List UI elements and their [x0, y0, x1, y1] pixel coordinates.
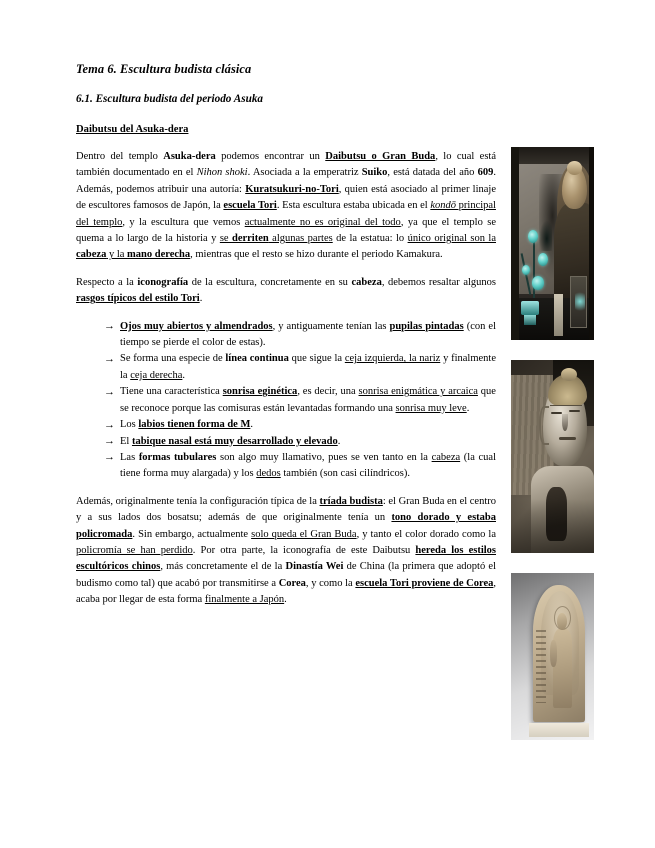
text-underline: sonrisa muy leve — [395, 402, 467, 414]
text-bold: Corea — [278, 577, 306, 589]
text-run: El — [120, 435, 132, 447]
text-run: , quien está asociado al primer linaje de escultores famosos de Japón, la — [76, 183, 496, 212]
text-underline: actualmente no es original del todo — [244, 216, 401, 228]
text-underline: ceja derecha — [130, 369, 183, 381]
paragraph-triada-budista — [76, 494, 496, 609]
text-underline: solo queda el Gran Buda — [251, 528, 357, 540]
text-run: , acaba por llegar de esta forma — [76, 577, 496, 606]
text-run: , es decir, una — [297, 386, 359, 398]
text-underline: dedos — [256, 468, 281, 480]
arrow-bullet-icon: → — [104, 352, 115, 365]
text-run: . Además, podemos atribuir una autoría: — [76, 167, 496, 195]
text-bold-underline: derriten — [231, 233, 269, 245]
arrow-bullet-icon: → — [104, 435, 115, 447]
list-item — [104, 434, 496, 450]
text-bold: cabeza — [351, 276, 382, 288]
text-underline: cabeza — [431, 451, 461, 463]
text-bold: 609 — [477, 167, 494, 179]
text-run: . Esta escultura estaba ubicada en el — [276, 200, 431, 212]
text-run: Tiene una característica — [120, 386, 223, 398]
text-run: Los — [120, 419, 139, 431]
text-run: que sigue la — [288, 353, 345, 365]
text-run: que se reconoce porque las comisuras están levantadas formando una — [120, 386, 496, 414]
arrow-bullet-icon: → — [104, 320, 115, 333]
figure-stone-stele-standing-buddha-photo — [511, 573, 594, 740]
text-bold-underline: tono dorado y estaba policromada — [76, 512, 496, 540]
text-bold-underline: Ojos muy abiertos y almendrados — [120, 320, 273, 332]
text-bold-underline: Daibutsu o Gran Buda — [325, 151, 436, 162]
text-run: . — [284, 594, 287, 606]
text-run: . — [199, 293, 203, 305]
paragraph-iconografia-intro — [76, 275, 496, 308]
text-bold-underline: tríada budista — [319, 495, 383, 507]
text-run: , debemos resaltar algunos — [381, 276, 496, 288]
rasgos-tori-list — [104, 319, 496, 483]
text-run: . Por otra parte, la iconografía de este Daibutsu — [192, 544, 416, 556]
text-bold-underline: mano derecha — [127, 249, 191, 261]
subsection-heading-wrap — [76, 119, 496, 149]
list-item — [104, 351, 496, 384]
text-bold: formas tubulares — [138, 451, 217, 463]
list-item — [104, 384, 496, 417]
text-underline: y la — [106, 249, 128, 261]
text-bold: Asuka-dera — [163, 151, 216, 162]
text-underline: se — [219, 233, 232, 245]
figure-buddha-head-closeup-photo — [511, 360, 594, 553]
text-bold: iconografía — [137, 276, 189, 288]
text-run: , ya que el templo se quema a lo largo de la historia y — [76, 216, 496, 245]
text-bold-underline: pupilas pintadas — [389, 320, 464, 332]
text-run: , y antiguamente tenían las — [272, 320, 390, 332]
list-item — [104, 319, 496, 352]
text-run: , mientras que el resto se hizo durante el periodo Kamakura. — [190, 249, 443, 261]
arrow-bullet-icon: → — [104, 385, 115, 398]
text-run: Dentro del templo — [76, 151, 164, 162]
arrow-bullet-icon: → — [104, 451, 115, 464]
list-item — [104, 450, 496, 483]
text-run: , está datada del año — [387, 167, 478, 179]
text-run: también (son casi cilíndricos). — [280, 468, 410, 480]
text-bold-underline: sonrisa eginética — [222, 386, 298, 398]
text-run: . — [250, 419, 253, 431]
text-run: y finalmente la — [120, 353, 496, 381]
text-italic: Nihon shoki — [196, 167, 248, 179]
text-bold-underline: tabique nasal está muy desarrollado y elevado — [131, 435, 338, 447]
text-run: (con el tiempo se pierde el color de estas). — [120, 320, 496, 349]
text-bold-underline: escuela Tori — [223, 200, 277, 212]
text-run: . Asociada a la emperatriz — [247, 167, 362, 179]
section-subtitle: 6.1. Escultura budista del periodo Asuka — [76, 93, 264, 105]
text-bold: Dinastía Wei — [285, 561, 344, 573]
document-body — [76, 62, 496, 620]
text-run: son algo muy llamativo, pues se ven tanto en la — [216, 451, 432, 463]
text-run: , y la escultura que vemos — [122, 216, 245, 228]
text-underline: policromía se han perdido — [76, 544, 193, 556]
text-run: de la estatua: lo — [332, 233, 408, 245]
text-bold: Suiko — [361, 167, 388, 179]
text-run: de la escultura, concretamente en su — [188, 276, 352, 288]
text-run: Además, originalmente tenía la configuración típica de la — [76, 495, 320, 507]
text-run: , y tanto el color dorado como la — [356, 528, 496, 540]
text-bold-underline: escuela Tori proviene de Corea — [355, 577, 494, 589]
text-bold-underline: hereda los estilos escultóricos chinos — [76, 544, 497, 573]
text-run: Respecto a la — [76, 276, 138, 288]
text-run: podemos encontrar un — [215, 151, 326, 162]
page-title: Tema 6. Escultura budista clásica — [76, 62, 252, 76]
text-bold-underline: labios tienen forma de M — [138, 419, 251, 431]
text-run: , y como la — [305, 577, 356, 589]
text-bold-underline: cabeza — [76, 249, 107, 261]
text-underline: principal del templo — [76, 200, 496, 228]
text-run: . — [466, 402, 470, 414]
text-run: , más concretamente el de la — [160, 561, 286, 573]
figure-daibutsu-asuka-dera-photo — [511, 147, 594, 340]
text-run: (la cual tiene forma muy alargada) y los — [120, 451, 497, 480]
text-run: de China (la primera que adoptó el budismo como tal) que acabó por transmitirse a — [76, 561, 497, 589]
text-run: , lo cual está también documentado en el — [76, 151, 497, 179]
text-underline: algunas partes — [268, 233, 333, 245]
paragraph-daibutsu-intro — [76, 149, 496, 264]
text-underline: único original son la — [407, 233, 496, 245]
text-run: : el Gran Buda en el centro y a sus lados dos bosatsu; además de que originalmente tenía un — [76, 495, 497, 524]
text-run: Las — [120, 451, 139, 463]
list-item — [104, 417, 496, 433]
text-italic-underline: kondō — [430, 200, 456, 212]
arrow-bullet-icon: → — [104, 418, 115, 431]
text-underline: ceja izquierda, la nariz — [344, 353, 441, 365]
text-bold-underline: rasgos típicos del estilo Tori — [76, 293, 200, 305]
text-run: Se forma una especie de — [120, 353, 226, 365]
text-underline: finalmente a Japón — [204, 594, 285, 606]
text-underline: sonrisa enigmática y arcaica — [358, 386, 478, 398]
text-run: . Sin embargo, actualmente — [132, 528, 252, 540]
subsection-heading: Daibutsu del Asuka-dera — [76, 124, 189, 135]
text-bold: línea continua — [225, 353, 289, 365]
text-bold-underline: Kuratsukuri-no-Tori — [245, 183, 339, 195]
text-run: . — [182, 369, 185, 381]
text-run: . — [337, 435, 341, 447]
rasgos-tori-list-wrap — [104, 319, 496, 483]
